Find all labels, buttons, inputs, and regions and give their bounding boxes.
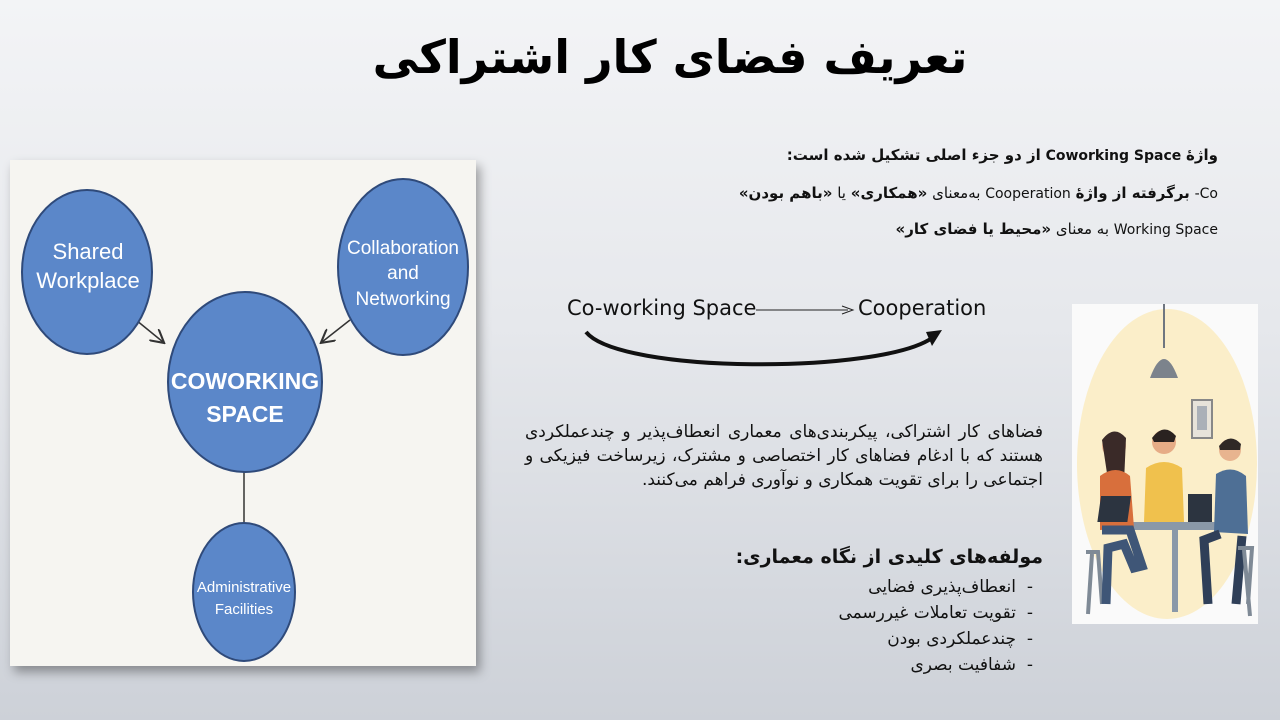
intro-line-2	[739, 184, 1218, 202]
arrow-left-to-center	[136, 320, 163, 342]
intro-line-1	[787, 146, 1218, 164]
intro-line-3-bold: «محیط یا فضای کار»	[895, 220, 1052, 238]
etymology-flow	[560, 288, 1000, 378]
coworking-diagram-svg	[10, 160, 476, 666]
left-label-2: Workplace	[36, 268, 140, 293]
intro-line-2-bold1: برگرفته از واژۀ	[1075, 184, 1190, 202]
right-label-1: Collaboration	[347, 238, 459, 259]
intro-line-2-mid: به‌معنای	[932, 184, 981, 202]
flow-source: Co-working Space	[567, 296, 757, 320]
intro-line-1-prefix: واژۀ	[1186, 146, 1218, 164]
intro-line-2-prefix: Co-	[1194, 186, 1218, 202]
intro-line-3-term: Working Space	[1113, 222, 1218, 238]
bottom-label-2: Facilities	[214, 601, 274, 618]
center-label-1: COWORKING	[170, 368, 320, 394]
flow-arrows	[560, 288, 1000, 378]
intro-line-3-mid: به معنای	[1055, 220, 1109, 238]
list-item: -شفافیت بصری	[910, 655, 1034, 675]
laptop-right-icon	[1188, 494, 1212, 522]
arrow-right-to-center	[322, 320, 350, 342]
intro-line-2-term: Cooperation	[985, 186, 1071, 202]
table-leg	[1172, 530, 1178, 612]
center-label-2: SPACE	[206, 401, 284, 427]
list-item: -انعطاف‌پذیری فضایی	[868, 577, 1034, 597]
key-components-list	[838, 574, 1044, 678]
wall-frame-picture	[1197, 406, 1207, 430]
intro-line-1-term: Coworking Space	[1045, 148, 1182, 164]
bottom-label-1: Administrative	[196, 579, 292, 596]
right-label-2: and	[387, 263, 419, 284]
right-label-3: Networking	[355, 289, 451, 310]
intro-line-2-or: یا	[837, 184, 846, 202]
person-middle-body	[1144, 462, 1184, 522]
intro-line-2-bold2: «همکاری»	[850, 184, 928, 202]
coworking-diagram	[10, 160, 476, 666]
intro-line-3	[896, 220, 1218, 238]
coworking-illustration	[1072, 304, 1258, 624]
flow-curved-arrow	[586, 332, 932, 364]
intro-line-1-rest: از دو جزء اصلی تشکیل شده است:	[786, 146, 1041, 164]
intro-line-2-bold3: «باهم بودن»	[738, 184, 833, 202]
flow-target: Cooperation	[858, 296, 987, 320]
description-paragraph: فضاهای کار اشتراکی، پیکربندی‌های معماری انعطاف‌پذیر و چندعملکردی هستند که با ادغام فضاهای کار اختصاصی و مشترک، زیرساخت فیزیکی و اجتماعی را برای تقویت همکاری و نوآوری فراهم می‌کنند.	[525, 422, 1043, 490]
left-label-1: Shared	[52, 239, 124, 264]
left-chair	[1086, 552, 1102, 614]
list-item: -تقویت تعاملات غیررسمی	[838, 603, 1034, 623]
list-item: -چندعملکردی بودن	[887, 629, 1034, 649]
key-components-heading: مولفه‌های کلیدی از نگاه معماری:	[735, 546, 1043, 568]
people-meeting-illustration	[1072, 304, 1258, 624]
laptop-left-icon	[1097, 496, 1131, 522]
person-right-body	[1214, 469, 1248, 534]
slide-title: تعریف فضای کار اشتراکی	[372, 30, 968, 84]
